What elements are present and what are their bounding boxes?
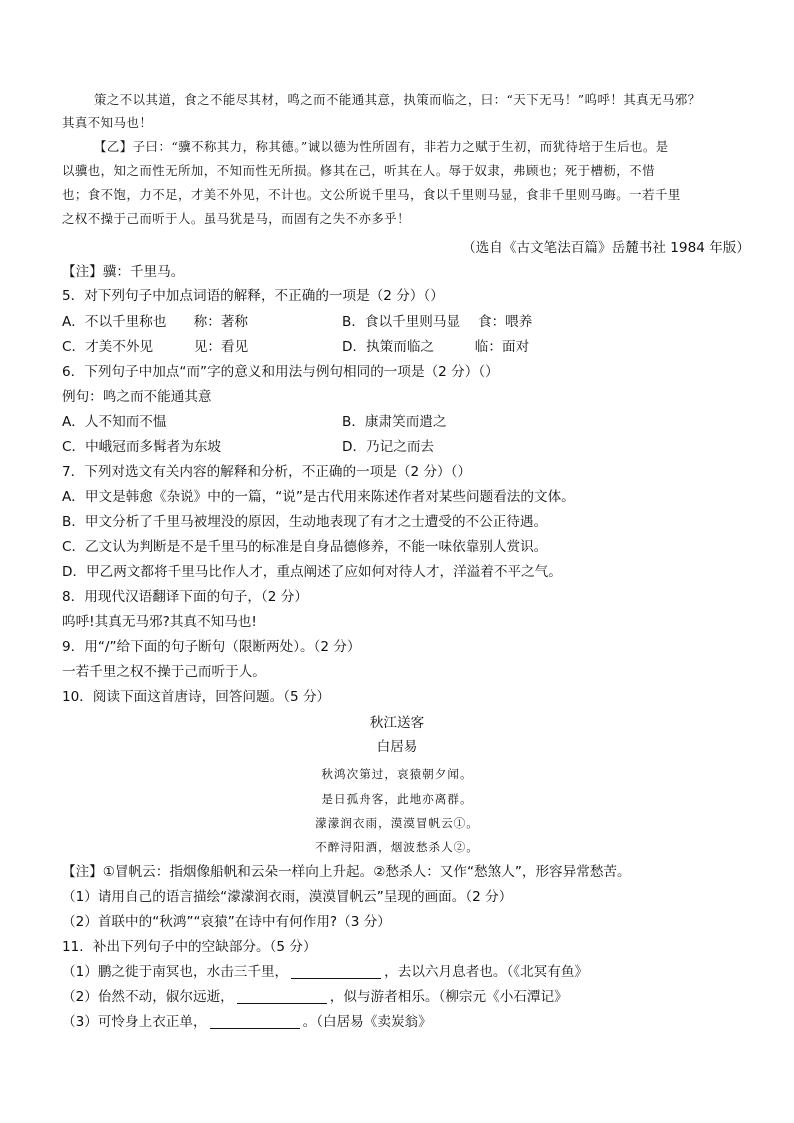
question-10-sub-1: （1）请用自己的语言描绘“濛濛润衣雨，漠漠冒帆云”呈现的画面。（2 分） [62,889,513,905]
question-7-option-c: C．乙文认为判断是不是千里马的标准是自身品德修养，不能一味依靠别人赏识。 [62,539,548,555]
passage-jia-line-2: 其真不知马也！ [62,115,153,130]
question-6-option-d: D．乃记之而去 [342,439,435,455]
question-11-item-3-before: （3）可怜身上衣正单， [62,1014,207,1030]
question-8-sentence: 呜呼!其真无马邪?其真不知马也! [62,614,257,630]
question-7-option-a: A．甲文是韩愈《杂说》中的一篇，“说”是古代用来陈述作者对某些问题看法的文体。 [62,489,575,505]
question-6: 6．下列句子中加点“而”字的意义和用法与例句相同的一项是（2 分）（） [62,364,499,380]
poem-title: 秋江送客 [369,715,425,731]
question-5-option-a: A．不以千里称也 称：著称 [62,314,249,330]
question-9: 9．用“/”给下面的句子断句（限断两处）。（2 分） [62,639,361,655]
question-11-item-1-before: （1）鹏之徙于南冥也，水击三千里， [62,964,289,980]
question-11-item-2-after: ，似与游者相乐。（柳宗元《小石潭记》 [329,989,568,1005]
passage-jia-line-1: 策之不以其道，食之不能尽其材，鸣之而不能通其意，执策而临之，曰：“天下无马！”呜呼！其真无马邪？ [94,92,701,107]
question-6-option-b: B．康肃笑而遣之 [342,414,447,430]
passage-yi-line-1: 【乙】子曰：“骥不称其力，称其德。”诚以德为性所固有，非若力之赋于生初，而犹待培于生后也。是 [94,139,669,154]
question-11: 11．补出下列句子中的空缺部分。（5 分） [62,939,317,955]
question-11-item-3-after: 。（白居易《卖炭翁》 [302,1014,432,1030]
note-ji: 【注】骥：千里马。 [62,264,185,280]
passage-source: （选自《古文笔法百篇》岳麓书社 1984 年版） [462,240,750,256]
poem-line-2: 是日孤舟客，此地亦离群。 [321,792,473,806]
question-10: 10．阅读下面这首唐诗，回答问题。（5 分） [62,689,331,705]
poem-author: 白居易 [376,739,418,755]
question-7: 7．下列对选文有关内容的解释和分析，不正确的一项是（2 分）（） [62,464,472,480]
question-10-sub-2: （2）首联中的“秋鸿”“哀猿”在诗中有何作用?（3 分） [62,914,391,930]
question-5-option-b: B．食以千里则马显 食：喂养 [342,314,533,330]
question-5: 5．对下列句子中加点词语的解释，不正确的一项是（2 分）（） [62,288,444,304]
question-11-item-1-after: ，去以六月息者也。（《北冥有鱼》 [384,964,589,980]
question-11-item-1 [62,962,588,982]
question-9-sentence: 一若千里之权不操于己而听于人。 [62,664,266,680]
question-6-example: 例句：鸣之而不能通其意 [62,389,212,405]
question-8: 8．用现代汉语翻译下面的句子，（2 分） [62,589,308,605]
answer-blank-2[interactable] [237,989,327,1004]
passage-yi-line-3: 也；食不饱，力不足，才美不外见，不计也。文公所说千里马，食以千里则马显，食非千里则马晦。一若千里 [62,187,681,202]
passage-yi-line-4: 之权不操于己而听于人。虽马犹是马，而固有之失不亦多乎！ [62,211,411,226]
question-11-item-3 [62,1012,432,1032]
question-5-option-d: D．执策而临之 临：面对 [342,339,530,355]
answer-blank-3[interactable] [210,1014,300,1029]
poem-line-1: 秋鸿次第过，哀猿朝夕闻。 [321,767,473,781]
question-6-option-c: C．中峨冠而多髯者为东坡 [62,439,222,455]
passage-yi-line-2: 以骥也，知之而性无所加，不知而性无所损。修其在己，听其在人。辱于奴隶，弗顾也；死于槽枥，不惜 [62,163,655,178]
poem-line-4: 不醉浔阳酒，烟波愁杀人②。 [315,840,479,854]
answer-blank-1[interactable] [291,964,381,979]
poem-note: 【注】①冒帆云：指烟像船帆和云朵一样向上升起。②愁杀人：又作“愁煞人”，形容异常愁苦。 [62,864,631,880]
question-6-option-a: A．人不知而不愠 [62,414,167,430]
poem-line-3: 濛濛润衣雨，漠漠冒帆云①。 [315,816,479,830]
question-7-option-b: B．甲文分析了千里马被埋没的原因，生动地表现了有才之士遭受的不公正待遇。 [62,514,548,530]
question-11-item-2 [62,987,568,1007]
question-5-option-c: C．才美不外见 见：看见 [62,339,249,355]
question-7-option-d: D．甲乙两文都将千里马比作人才，重点阐述了应如何对待人才，洋溢着不平之气。 [62,564,562,580]
question-11-item-2-before: （2）佁然不动，俶尔远逝， [62,989,234,1005]
